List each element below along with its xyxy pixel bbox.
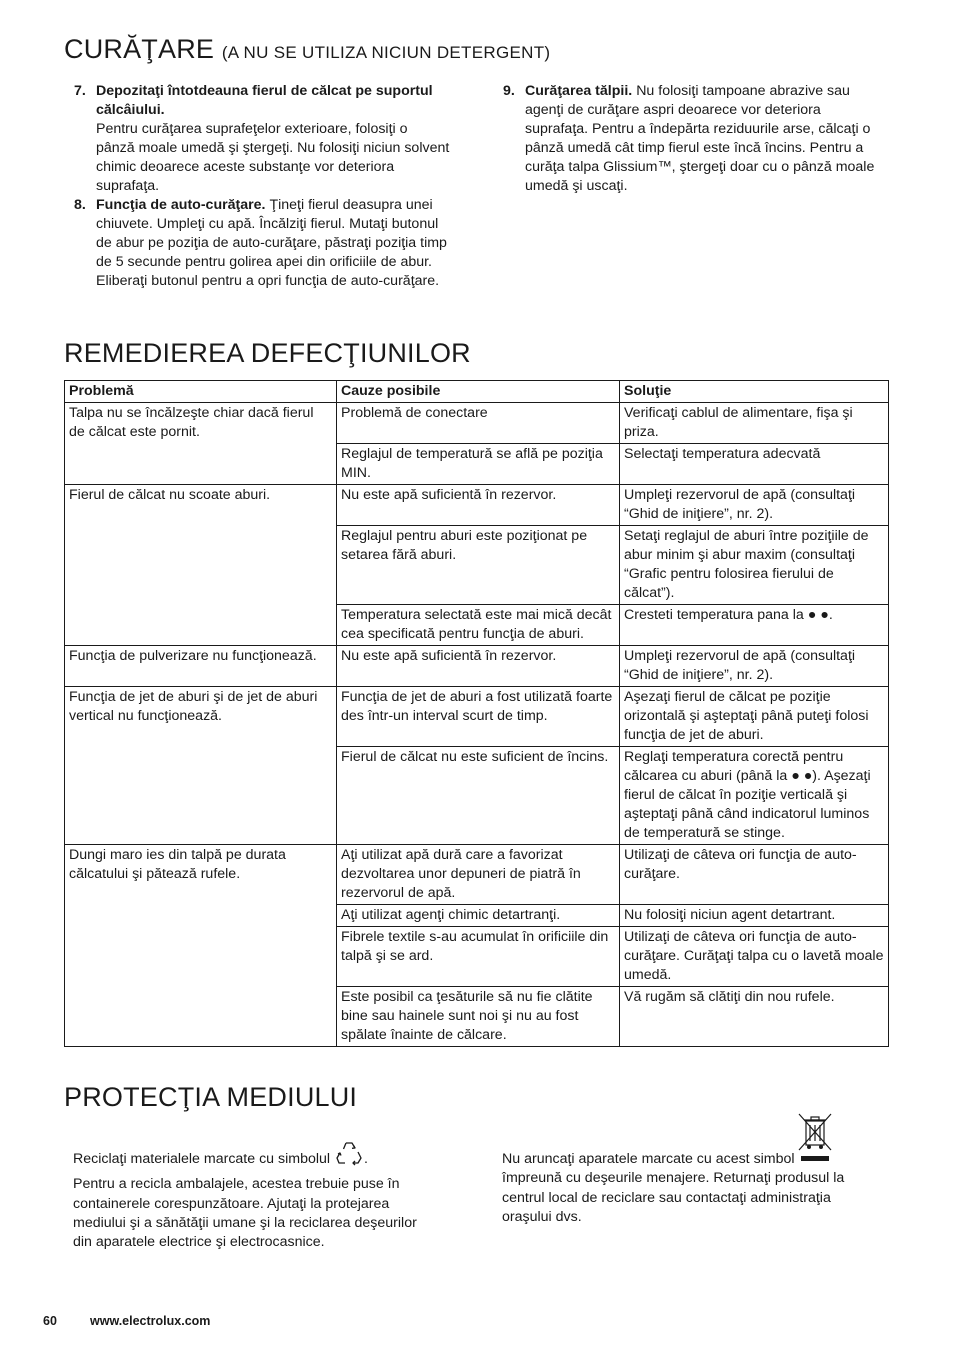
item-text: Nu folosiţi tampoane abrazive sau agenţi de curăţare aspri deoarece vor deteriora suprafaţa. Pentru a îndepărta reziduurile arse, călcaţi o pânză umedă cât timp fierul este încă încins. Pentru a curăţa talpa Glissium™, ştergeţi doar cu o pânză moale umedă şi uscaţi. — [525, 83, 875, 194]
cause-cell: Nu este apă suficientă în rezervor. — [337, 485, 620, 526]
page-number: 60 — [43, 1314, 57, 1328]
footer-url[interactable]: www.electrolux.com — [90, 1314, 211, 1328]
cleaning-right-column — [493, 82, 883, 196]
weee-icon — [799, 1153, 835, 1169]
cleaning-item-9 — [493, 82, 883, 196]
recycle-text: Pentru a recicla ambalajele, acestea trebuie puse în containerele corespunzătoare. Ajutaţi la protejarea mediului şi a sănătăţii umane şi la reciclarea deşeurilor din aparatele electrice şi electrocasnice. — [73, 1176, 417, 1251]
solution-cell: Reglaţi temperatura corectă pentru călcarea cu aburi (până la ● ●). Aşezaţi fierul de călcat în poziţie verticală şi aşteptaţi până când indicatorul luminos de temperatură se stinge. — [620, 747, 889, 845]
cleaning-subtitle: (A NU SE UTILIZA NICIUN DETERGENT) — [221, 43, 551, 62]
cause-cell: Problemă de conectare — [337, 403, 620, 444]
solution-cell: Umpleţi rezervorul de apă (consultaţi “Ghid de iniţiere”, nr. 2). — [620, 485, 889, 526]
table-row — [65, 687, 889, 747]
cause-cell: Temperatura selectată este mai mică decât cea specificată pentru funcţia de aburi. — [337, 605, 620, 646]
troubleshooting-table — [64, 380, 889, 1047]
cause-cell: Fibrele textile s-au acumulat în orificiile din talpă şi se ard. — [337, 927, 620, 987]
cleaning-item-7 — [64, 82, 450, 196]
header-solution: Soluţie — [620, 381, 889, 403]
cleaning-title-text: CURĂŢARE — [64, 34, 215, 64]
solution-cell: Vă rugăm să clătiţi din nou rufele. — [620, 987, 889, 1047]
cleaning-left-column — [64, 82, 450, 291]
item-lead: Curăţarea tălpii. — [525, 83, 633, 99]
item-text: Pentru curăţarea suprafeţelor exterioare, folosiţi o pânză moale umedă şi ştergeţi. Nu folosiţi niciun solvent chimic deoarece aceste substanţe vor deteriora suprafaţa. — [96, 121, 450, 194]
cause-cell: Aţi utilizat apă dură care a favorizat dezvoltarea unor depuneri de piatră în rezervorul de apă. — [337, 845, 620, 905]
solution-cell: Setaţi reglajul de aburi între poziţiile de abur minim şi abur maxim (consultaţi “Grafic pentru folosirea fierului de călcat”). — [620, 526, 889, 605]
table-row — [65, 845, 889, 905]
weee-lead: Nu aruncaţi aparatele marcate cu acest simbol — [502, 1151, 795, 1167]
solution-cell: Cresteti temperatura pana la ● ●. — [620, 605, 889, 646]
item-text: Ţineţi fierul deasupra unei chiuvete. Umpleţi cu apă. Încălziţi fierul. Mutaţi butonul de abur pe poziţia de auto-curăţare, păstraţi poziţia timp de 5 secunde pentru golirea apei din orificiile de abur. Eliberaţi butonul pentru a opri funcţia de auto-curăţare. — [96, 197, 447, 289]
table-row — [65, 403, 889, 444]
solution-cell: Aşezaţi fierul de călcat pe poziţie orizontală şi aşteptaţi până puteţi folosi funcţia de jet de aburi. — [620, 687, 889, 747]
cleaning-item-8 — [64, 196, 450, 291]
solution-cell: Utilizaţi de câteva ori funcţia de auto-curăţare. — [620, 845, 889, 905]
solution-cell: Verificaţi cablul de alimentare, fişa şi priza. — [620, 403, 889, 444]
solution-cell: Selectaţi temperatura adecvată — [620, 444, 889, 485]
cause-cell: Fierul de călcat nu este suficient de încins. — [337, 747, 620, 845]
item-lead: Depozitaţi întotdeauna fierul de călcat pe suportul călcâiului. — [96, 83, 433, 118]
problem-cell: Funcţia de jet de aburi şi de jet de aburi vertical nu funcţionează. — [65, 687, 337, 845]
table-row — [65, 646, 889, 687]
solution-cell: Umpleţi rezervorul de apă (consultaţi “Ghid de iniţiere”, nr. 2). — [620, 646, 889, 687]
cleaning-title — [64, 34, 550, 65]
recycle-lead: Reciclaţi materialele marcate cu simbolul — [73, 1151, 331, 1167]
problem-cell: Dungi maro ies din talpă pe durata călcatului şi pătează rufele. — [65, 845, 337, 1047]
cause-cell: Aţi utilizat agenţi chimic detartranţi. — [337, 905, 620, 927]
solution-cell: Nu folosiţi niciun agent detartrant. — [620, 905, 889, 927]
problem-cell: Funcţia de pulverizare nu funcţionează. — [65, 646, 337, 687]
table-header-row — [65, 381, 889, 403]
table-row — [65, 485, 889, 526]
environment-left-text — [73, 1150, 438, 1252]
recycle-lead-end: . — [364, 1151, 368, 1167]
item-number: 7. — [74, 83, 86, 99]
cause-cell: Este posibil ca ţesăturile să nu fie clătite bine sau hainele sunt noi şi nu au fost spălate înainte de călcare. — [337, 987, 620, 1047]
cause-cell: Reglajul pentru aburi este poziţionat pe setarea fără aburi. — [337, 526, 620, 605]
cause-cell: Nu este apă suficientă în rezervor. — [337, 646, 620, 687]
troubleshooting-title: REMEDIEREA DEFECŢIUNILOR — [64, 338, 471, 368]
item-number: 8. — [74, 197, 86, 213]
header-problem: Problemă — [65, 381, 337, 403]
recycle-icon — [334, 1153, 364, 1175]
environment-title: PROTECŢIA MEDIULUI — [64, 1082, 358, 1112]
cause-cell: Reglajul de temperatură se află pe poziţia MIN. — [337, 444, 620, 485]
header-causes: Cauze posibile — [337, 381, 620, 403]
item-number: 9. — [503, 83, 515, 99]
cause-cell: Funcţia de jet de aburi a fost utilizată foarte des într-un interval scurt de timp. — [337, 687, 620, 747]
problem-cell: Talpa nu se încălzeşte chiar dacă fierul de călcat este pornit. — [65, 403, 337, 485]
item-lead: Funcţia de auto-curăţare. — [96, 197, 266, 213]
environment-right-text — [502, 1150, 872, 1227]
problem-cell: Fierul de călcat nu scoate aburi. — [65, 485, 337, 646]
weee-text: împreună cu deşeurile menajere. Returnaţi produsul la centrul local de reciclare sau contactaţi administraţia oraşului dvs. — [502, 1170, 845, 1225]
solution-cell: Utilizaţi de câteva ori funcţia de auto-curăţare. Curăţaţi talpa cu o lavetă moale umedă. — [620, 927, 889, 987]
